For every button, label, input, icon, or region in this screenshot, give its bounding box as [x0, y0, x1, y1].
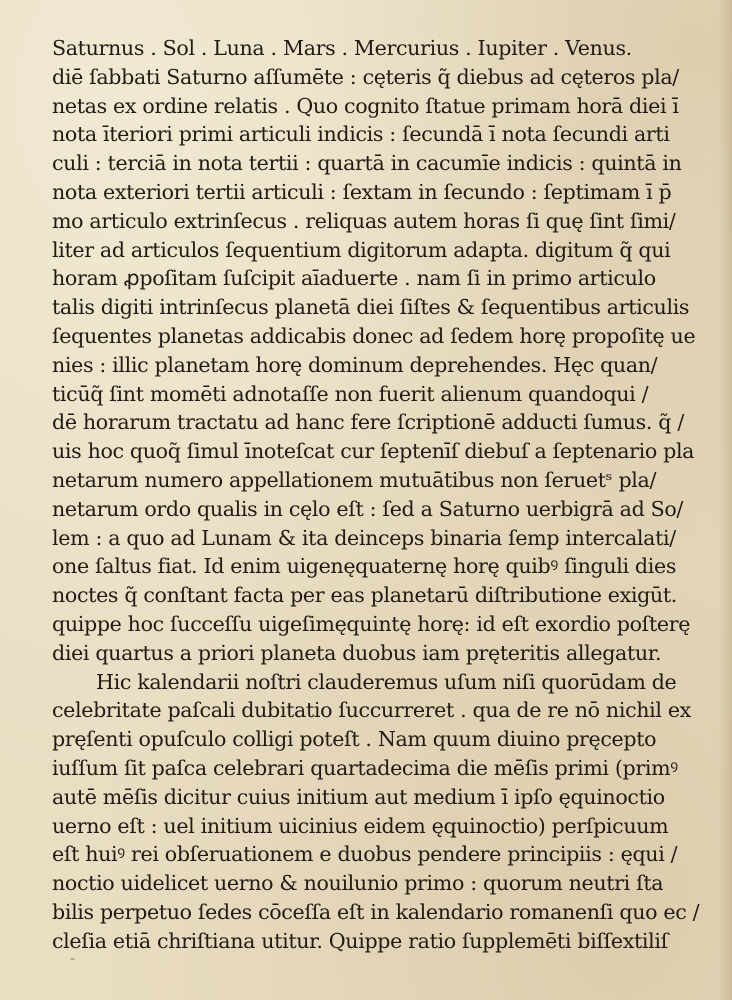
text-line-23: Hic kalendarii noſtri clauderemus uſum niſi quorūdam de: [96, 669, 677, 694]
text-line-30: noctio uidelicet uerno & nouilunio primo : quorum neutri ſta: [52, 871, 664, 896]
text-line-24: celebritate paſcali dubitatio ſuccurreret . qua de re nō nichil ex: [52, 698, 691, 723]
text-line-25: pręſenti opuſculo colligi poteſt . Nam quum diuino pręcepto: [52, 727, 657, 752]
page-edge-shadow: [718, 0, 732, 1000]
text-line-21: quippe hoc ſucceſſu uigeſimęquintę horę: id eſt exordio poſterę: [52, 611, 691, 636]
text-line-28: uerno eſt : uel initium uicinius eidem ęquinoctio) perſpicuum: [52, 813, 669, 838]
text-line-14: dē horarum tractatu ad hanc fere ſcriptionē adducti ſumus. q̃ /: [52, 410, 684, 435]
text-line-29: eſt huiꝰ rei obſeruationem e duobus pendere principiis : ęqui /: [52, 842, 678, 867]
text-line-10: talis digiti intrinſecus planetā diei ſiſtes & ſequentibus articulis: [52, 295, 690, 320]
text-line-8: liter ad articulos ſequentium digitorum adapta. digitum q̃ qui: [52, 237, 671, 262]
text-line-1: Saturnus . Sol . Luna . Mars . Mercurius . Iupiter . Venus.: [52, 36, 632, 60]
page-text-block: [52, 34, 712, 956]
text-line-20: noctes q̃ conſtant facta per eas planetarū diſtributione exigūt.: [52, 583, 677, 608]
text-line-3: netas ex ordine relatis . Quo cognito ſtatue primam horā diei ī: [52, 93, 679, 118]
text-line-27: autē mēſis dicitur cuius initium aut medium ī ipſo ęquinoctio: [52, 784, 665, 809]
ornament-mark: ⁼: [70, 956, 76, 967]
text-line-19: one ſaltus fiat. Id enim uigenęquaternę horę quibꝰ ſinguli dies: [52, 554, 677, 579]
text-line-18: lem : a quo ad Lunam & ita deinceps binaria ſemp intercalati/: [52, 525, 676, 550]
text-line-12: nies : illic planetam horę dominum deprehendes. Hęc quan/: [52, 352, 658, 377]
text-line-7: mo articulo extrinſecus . reliquas autem horas ſi quę ſint ſimi/: [52, 208, 676, 233]
text-line-2: diē ſabbati Saturno aſſumēte : cęteris q̃ diebus ad cęteros pla/: [52, 64, 679, 89]
text-line-16: netarum numero appellationem mutuātibus non ſeruetˢ pla/: [52, 467, 657, 492]
text-line-4: nota īteriori primi articuli indicis : ſecundā ī nota ſecundi arti: [52, 122, 670, 147]
text-line-32: cleſia etiā chriſtiana utitur. Quippe ratio ſupplemēti biſſextiliſ: [52, 928, 668, 953]
text-line-6: nota exteriori tertii articuli : ſextam in ſecundo : ſeptimam ī p̄: [52, 179, 672, 204]
text-line-9: horam ꝓpoſitam ſuſcipit aīaduerte . nam ſi in primo articulo: [52, 266, 656, 291]
text-line-13: ticūq̃ ſint momēti adnotaſſe non fuerit alienum quandoqui /: [52, 381, 649, 406]
text-line-5: culi : terciā in nota tertii : quartā in cacumīe indicis : quintā in: [52, 151, 682, 176]
text-line-11: ſequentes planetas addicabis donec ad ſedem horę propoſitę ue: [52, 323, 696, 348]
text-line-17: netarum ordo qualis in cęlo eſt : ſed a Saturno uerbigrā ad So/: [52, 496, 683, 521]
text-line-22: diei quartus a priori planeta duobus iam pręteritis allegatur.: [52, 640, 662, 665]
text-line-15: uis hoc quoq̃ ſimul īnoteſcat cur ſeptenīſ diebuſ a ſeptenario pla: [52, 439, 695, 464]
text-line-26: iuſſum ſit paſca celebrari quartadecima die mēſis primi (primꝰ: [52, 755, 678, 780]
text-line-31: bilis perpetuo ſedes cōceſſa eſt in kalendario romanenſi quo ec /: [52, 899, 700, 924]
